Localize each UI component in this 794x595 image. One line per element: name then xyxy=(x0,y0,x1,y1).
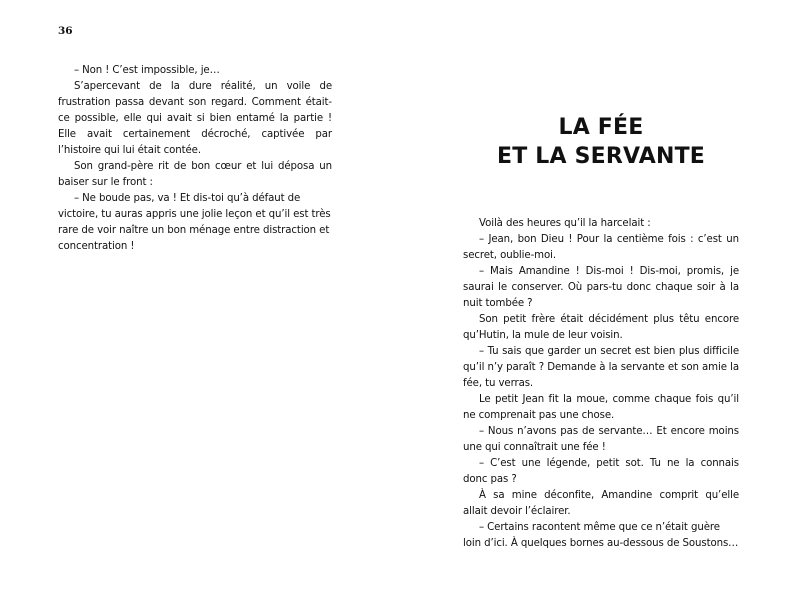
paragraph: – Jean, bon Dieu ! Pour la centième fois : c’est un secret, oublie-moi. xyxy=(463,234,739,261)
paragraph: – Ne boude pas, va ! Et dis-toi qu’à défaut de victoire, tu auras appris une jolie leçon et qu’il est très rare de voir naître un bon ménage entre distraction et concentration ! xyxy=(58,193,331,252)
page-number: 36 xyxy=(58,25,73,37)
right-page-text xyxy=(463,216,739,552)
paragraph: – Certains racontent même que ce n’était guère loin d’ici. À quelques bornes au-dessous de Soustons… xyxy=(463,522,739,549)
paragraph: – C’est une légende, petit sot. Tu ne la connais donc pas ? xyxy=(463,458,739,485)
paragraph: – Mais Amandine ! Dis-moi ! Dis-moi, promis, je saurai le conserver. Où pars-tu donc chaque soir à la nuit tombée ? xyxy=(463,266,739,309)
paragraph: À sa mine déconfite, Amandine comprit qu’elle allait devoir l’éclairer. xyxy=(463,490,739,517)
paragraph: – Tu sais que garder un secret est bien plus difficile qu’il n’y paraît ? Demande à la servante et son amie la fée, tu verras. xyxy=(463,346,739,389)
paragraph: S’apercevant de la dure réalité, un voile de frustration passa devant son regard. Comment était-ce possible, elle qui avait si bien entamé la partie ! Elle avait certainement décroché, captivée par l’histoire qui lui était contée. xyxy=(58,81,332,156)
paragraph: Le petit Jean fit la moue, comme chaque fois qu’il ne comprenait pas une chose. xyxy=(463,394,739,421)
chapter-title-line: ET LA SERVANTE xyxy=(496,144,706,169)
paragraph: – Non ! C’est impossible, je… xyxy=(74,65,220,76)
paragraph: Son petit frère était décidément plus têtu encore qu’Hutin, la mule de leur voisin. xyxy=(463,314,739,341)
paragraph: Son grand-père rit de bon cœur et lui déposa un baiser sur le front : xyxy=(58,161,332,188)
paragraph: – Nous n’avons pas de servante… Et encore moins une qui connaîtrait une fée ! xyxy=(463,426,739,453)
chapter-title-line: LA FÉE xyxy=(558,115,644,140)
left-page-text xyxy=(58,63,332,255)
paragraph: Voilà des heures qu’il la harcelait : xyxy=(479,218,651,229)
chapter-title xyxy=(463,113,739,171)
